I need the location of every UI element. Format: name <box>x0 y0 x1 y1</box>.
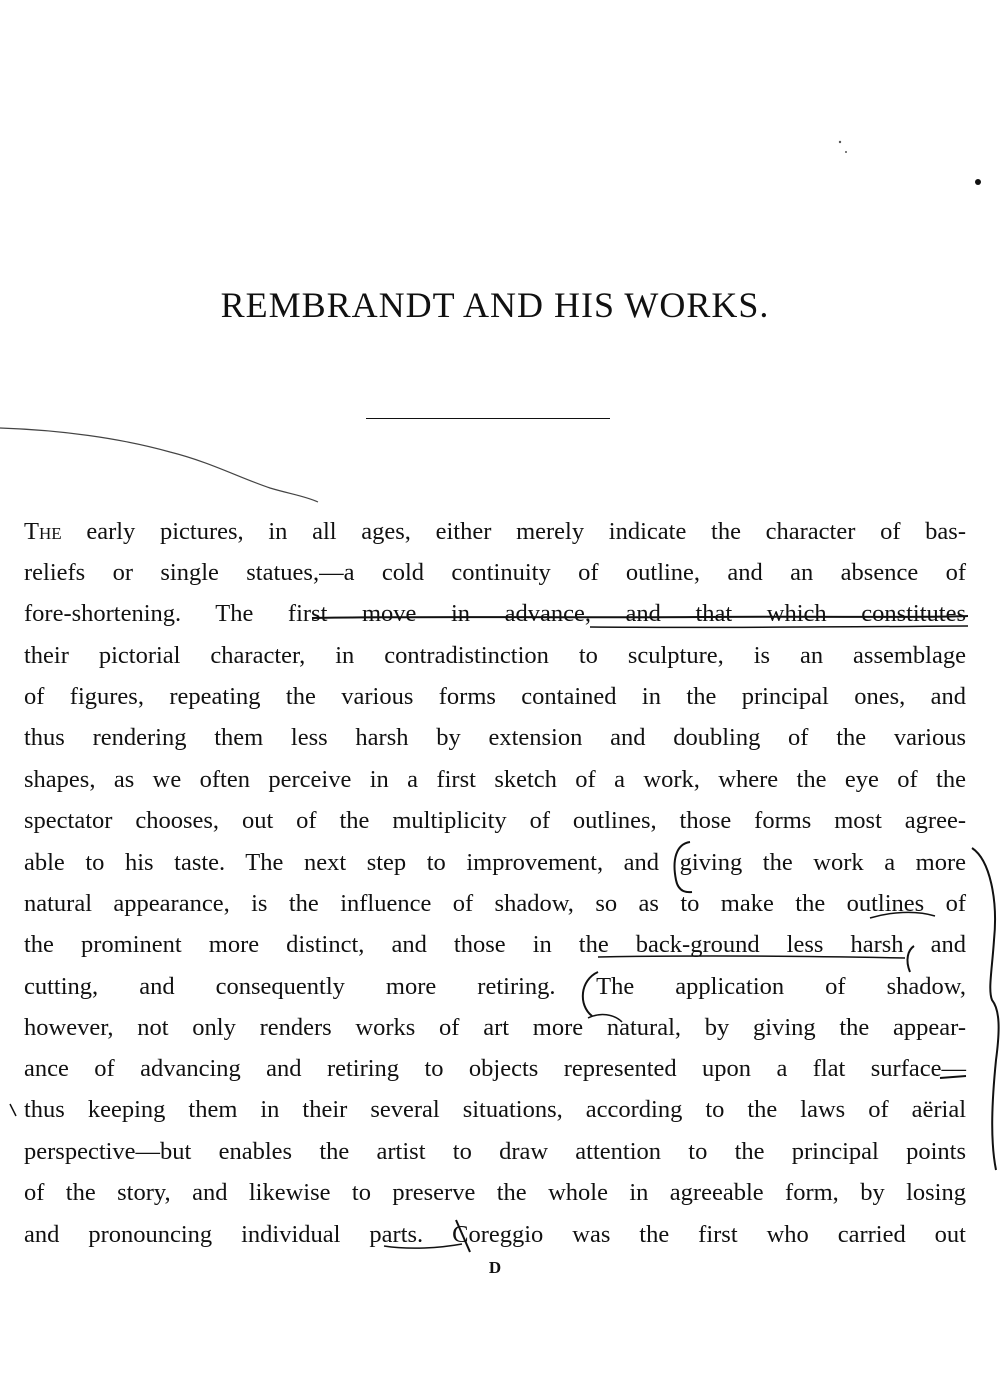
text-line <box>24 514 966 550</box>
title-divider <box>366 418 610 419</box>
text-line: their pictorial character, in contradistinction to sculpture, is an assemblage <box>24 642 966 669</box>
ink-speck <box>845 151 847 153</box>
text-line: of figures, repeating the various forms contained in the principal ones, and <box>24 683 966 710</box>
ink-speck <box>839 141 841 143</box>
page-crease-line <box>0 428 318 502</box>
ink-speck <box>975 179 981 185</box>
text-line: ance of advancing and retiring to objects represented upon a flat surface— <box>24 1055 966 1082</box>
text-line: spectator chooses, out of the multiplicity of outlines, those forms most agree- <box>24 807 966 834</box>
text-line: cutting, and consequently more retiring. The application of shadow, <box>24 973 966 1000</box>
text-line: of the story, and likewise to preserve the whole in agreeable form, by losing <box>24 1179 966 1206</box>
text-line: able to his taste. The next step to improvement, and giving the work a more <box>24 849 966 876</box>
text-line: reliefs or single statues,—a cold continuity of outline, and an absence of <box>24 559 966 586</box>
text-line: perspective—but enables the artist to draw attention to the principal points <box>24 1138 966 1165</box>
text-line: thus rendering them less harsh by extension and doubling of the various <box>24 724 966 751</box>
margin-tick-mark <box>10 1104 16 1116</box>
text-line-rest: early pictures, in all ages, either merely indicate the character of bas- <box>61 518 966 545</box>
text-line: however, not only renders works of art more natural, by giving the appear- <box>24 1014 966 1041</box>
text-line: fore-shortening. The first move in advance, and that which constitutes <box>24 600 966 627</box>
page-title: REMBRANDT AND HIS WORKS. <box>220 285 770 325</box>
signature-mark: D <box>488 1258 502 1277</box>
text-line: shapes, as we often perceive in a first sketch of a work, where the eye of the <box>24 766 966 793</box>
margin-brace-mark <box>972 848 999 1170</box>
text-line: natural appearance, is the influence of shadow, so as to make the outlines of <box>24 890 966 917</box>
text-line: thus keeping them in their several situations, according to the laws of aërial <box>24 1096 966 1123</box>
text-line: the prominent more distinct, and those in the back-ground less harsh and <box>24 931 966 958</box>
text-line: and pronouncing individual parts. Coreggio was the first who carried out <box>24 1221 966 1248</box>
drop-first-word: The <box>24 518 62 545</box>
